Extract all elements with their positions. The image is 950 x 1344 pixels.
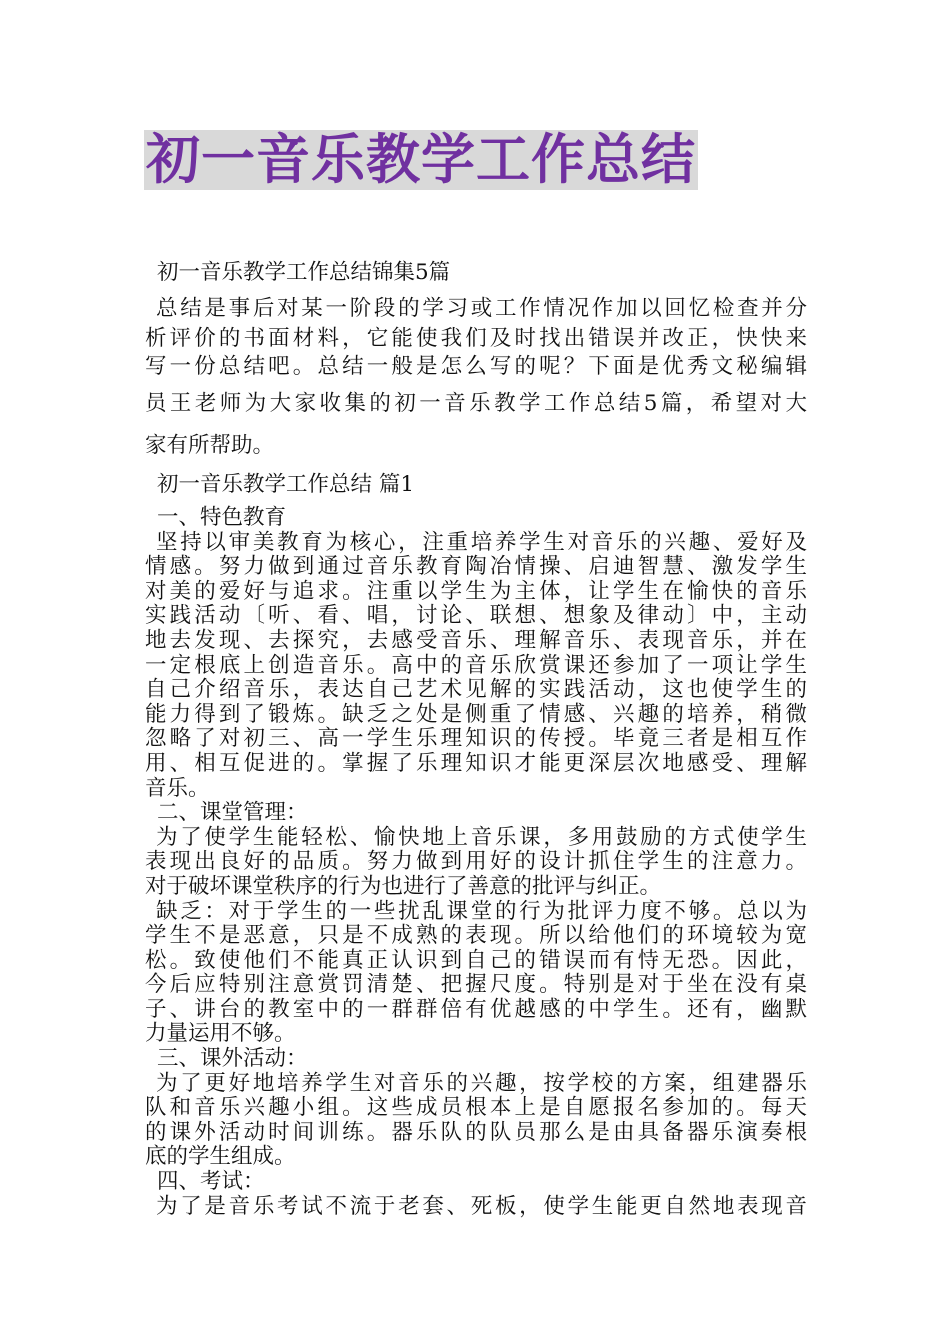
body-line: 学生不是恶意，只是不成熟的表现。所以给他们的环境较为宽 [145, 923, 807, 949]
body-line: 子、讲台的教室中的一群群倍有优越感的中学生。还有，幽默 [145, 996, 807, 1022]
body-line: 力量运用不够。 [145, 1021, 296, 1047]
body-line: 缺乏：对于学生的一些扰乱课堂的行为批评力度不够。总以为 [156, 898, 807, 924]
intro-line: 员王老师为大家收集的初一音乐教学工作总结5篇，希望对大 [145, 391, 807, 416]
body-line: 的课外活动时间训练。器乐队的队员那么是由具备器乐演奏根 [145, 1119, 807, 1145]
chapter-title: 初一音乐教学工作总结 篇1 [157, 472, 415, 497]
document-title: 初一音乐教学工作总结 [146, 128, 696, 191]
body-line: 队和音乐兴趣小组。这些成员根本上是自愿报名参加的。每天 [145, 1095, 807, 1121]
body-line: 坚持以审美教育为核心，注重培养学生对音乐的兴趣、爱好及 [156, 529, 807, 555]
intro-line: 析评价的书面材料，它能使我们及时找出错误并改正，快快来 [145, 326, 807, 351]
body-line: 实践活动〔听、看、唱，讨论、联想、想象及律动〕中，主动 [145, 603, 807, 629]
body-line: 忽略了对初三、高一学生乐理知识的传授。毕竟三者是相互作 [145, 726, 807, 752]
body-line: 松。致使他们不能真正认识到自己的错误而有恃无恐。因此， [145, 947, 807, 973]
document-subtitle: 初一音乐教学工作总结锦集5篇 [157, 260, 451, 285]
body-line: 为了使学生能轻松、愉快地上音乐课，多用鼓励的方式使学生 [156, 824, 807, 850]
body-line: 用、相互促进的。掌握了乐理知识才能更深层次地感受、理解 [145, 750, 807, 776]
body-line: 自己介绍音乐，表达自己艺术见解的实践活动，这也使学生的 [145, 677, 807, 703]
section-heading: 四、考试： [157, 1169, 265, 1195]
body-line: 对于破坏课堂秩序的行为也进行了善意的批评与纠正。 [145, 873, 662, 899]
body-line: 今后应特别注意赏罚清楚、把握尺度。特别是对于坐在没有桌 [145, 972, 807, 998]
title-highlight [144, 130, 698, 190]
body-line: 表现出良好的品质。努力做到用好的设计抓住学生的注意力。 [145, 849, 807, 875]
body-line: 地去发现、去探究，去感受音乐、理解音乐、表现音乐，并在 [145, 627, 807, 653]
document-content [145, 258, 807, 1219]
body-line: 为了更好地培养学生对音乐的兴趣，按学校的方案，组建器乐 [156, 1070, 807, 1096]
intro-line: 写一份总结吧。总结一般是怎么写的呢？下面是优秀文秘编辑 [145, 354, 807, 379]
body-line: 音乐。 [145, 775, 210, 801]
body-line: 对美的爱好与追求。注重以学生为主体，让学生在愉快的音乐 [145, 578, 807, 604]
body-line: 能力得到了锻炼。缺乏之处是侧重了情感、兴趣的培养，稍微 [145, 701, 807, 727]
body-line: 底的学生组成。 [145, 1144, 296, 1170]
intro-line: 家有所帮助。 [145, 433, 275, 458]
section-heading: 一、特色教育 [157, 505, 287, 530]
intro-line: 总结是事后对某一阶段的学习或工作情况作加以回忆检查并分 [156, 296, 807, 321]
body-line: 情感。努力做到通过音乐教育陶冶情操、启迪智慧、激发学生 [145, 554, 807, 580]
section-heading: 二、课堂管理： [157, 800, 308, 826]
body-line: 为了是音乐考试不流于老套、死板，使学生能更自然地表现音 [156, 1193, 807, 1219]
section-heading: 三、课外活动： [157, 1046, 308, 1072]
body-line: 一定根底上创造音乐。高中的音乐欣赏课还参加了一项让学生 [145, 652, 807, 678]
